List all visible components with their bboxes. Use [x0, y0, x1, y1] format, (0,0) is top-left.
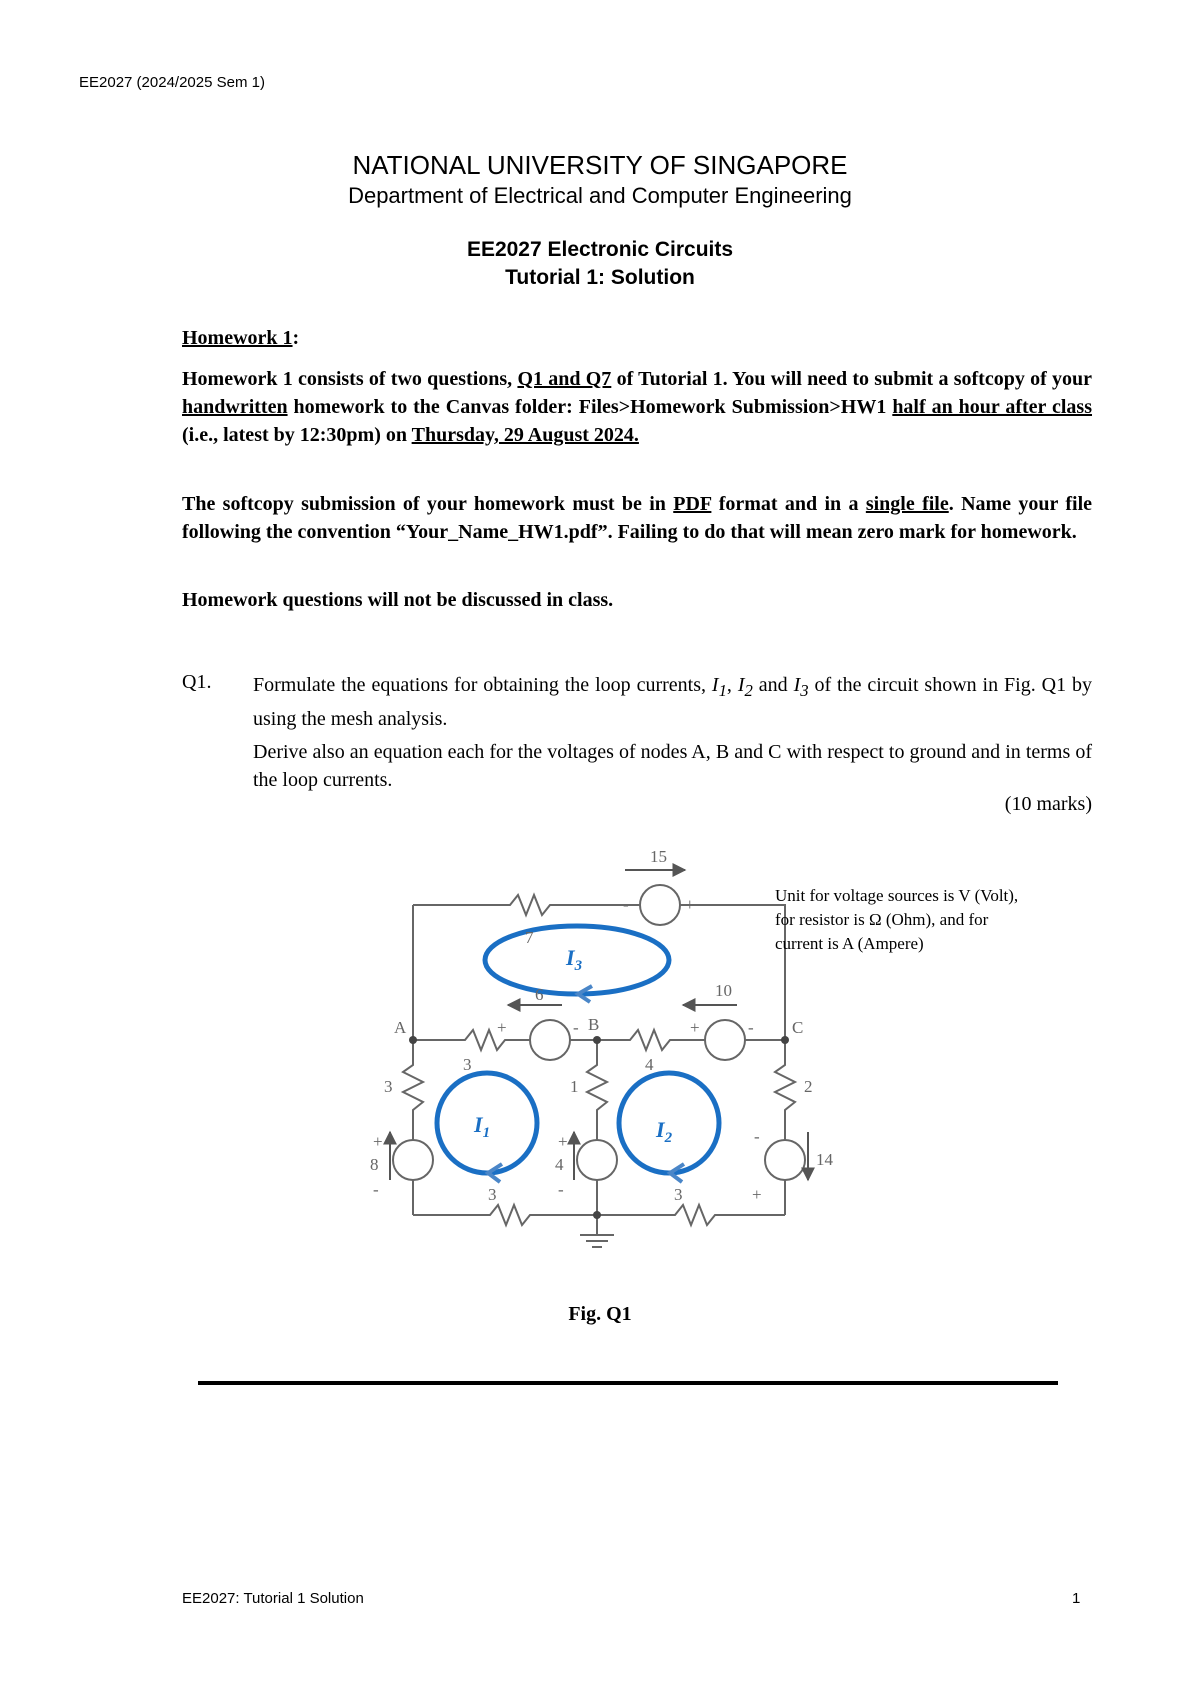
- label-resistor-bottom-left: 3: [488, 1185, 497, 1204]
- loop-current-i3: $I_3$: [793, 674, 809, 700]
- homework-instructions-paragraph: [182, 365, 1092, 449]
- node-c-dot: [781, 1036, 789, 1044]
- label-resistor-bottom-right: 3: [674, 1185, 683, 1204]
- p1-text-1: Homework 1 consists of two questions,: [182, 368, 518, 390]
- p1-text-3: homework to the Canvas folder: Files>Homework Submission>HW1: [287, 396, 893, 418]
- p2-pdf-underlined: PDF: [673, 493, 712, 515]
- circuit-diagram: [340, 840, 833, 1280]
- label-bc-source-minus: -: [748, 1018, 754, 1037]
- label-left-source-minus: -: [373, 1180, 379, 1199]
- label-top-source-value: 15: [650, 847, 667, 866]
- homework-heading-text: Homework 1: [182, 327, 293, 349]
- tutorial-title: Tutorial 1: Solution: [505, 266, 695, 289]
- resistor-bottom-left: [413, 1205, 597, 1225]
- node-a-dot: [409, 1036, 417, 1044]
- node-b-dot: [593, 1036, 601, 1044]
- label-left-source-plus: +: [373, 1132, 383, 1151]
- homework-heading-colon: :: [292, 327, 300, 349]
- label-mid-source-plus: +: [558, 1132, 568, 1151]
- label-right-source-value: 14: [816, 1150, 833, 1169]
- voltage-source-right: [765, 1140, 805, 1180]
- label-left-source-value: 8: [370, 1155, 379, 1174]
- label-resistor-top: 7: [525, 928, 534, 947]
- label-ab-source-minus: -: [573, 1018, 579, 1037]
- ground-icon: [580, 1235, 614, 1247]
- question-marks: (10 marks): [1004, 793, 1092, 815]
- p1-deadline-underlined: half an hour after class: [892, 396, 1092, 418]
- resistor-mid-vertical: [587, 1040, 607, 1140]
- resistor-bottom-right: [597, 1205, 785, 1225]
- label-resistor-left-vertical: 3: [384, 1077, 393, 1096]
- voltage-source-left: [393, 1140, 433, 1180]
- circuit-wires: [393, 885, 805, 1247]
- label-bc-source-plus: +: [690, 1018, 700, 1037]
- p1-questions-underlined: Q1 and Q7: [517, 368, 612, 390]
- label-node-b: B: [588, 1015, 600, 1034]
- header-course-semester: EE2027 (2024/2025 Sem 1): [79, 74, 265, 91]
- label-top-source-minus: -: [623, 895, 629, 914]
- voltage-source-mid: [577, 1140, 617, 1180]
- label-resistor-mid-vertical: 1: [570, 1077, 579, 1096]
- q1-text-b: of the circuit shown in Fig. Q1 by using the mesh analysis.: [253, 674, 1092, 730]
- label-loop-i2: $I_2$: [656, 1117, 673, 1146]
- question-number: Q1.: [182, 671, 212, 693]
- voltage-source-top: [640, 885, 680, 925]
- q1-text-a: Formulate the equations for obtaining the loop currents,: [253, 674, 712, 696]
- label-mid-source-value: 4: [555, 1155, 564, 1174]
- unit-note: Unit for voltage sources is V (Volt), for resistor is Ω (Ohm), and for current is A (Ampere): [775, 886, 1019, 953]
- loop-current-i1: $I_1$: [711, 674, 727, 700]
- p2-text-2: format and in a: [711, 493, 866, 515]
- label-ab-source-plus: +: [497, 1018, 507, 1037]
- loop-i1-circle: [437, 1073, 537, 1173]
- figure-caption: Fig. Q1: [568, 1303, 632, 1325]
- label-loop-i1: $I_1$: [474, 1112, 491, 1141]
- p1-date-underlined: Thursday, 29 August 2024.: [411, 424, 639, 446]
- label-resistor-b-c: 4: [645, 1055, 654, 1074]
- voltage-source-b-c: [705, 1020, 745, 1060]
- footer-title: EE2027: Tutorial 1 Solution: [182, 1590, 364, 1607]
- p2-single-file-underlined: single file: [865, 493, 949, 515]
- label-bc-source-value: 10: [715, 981, 732, 1000]
- submission-format-paragraph: [182, 490, 1092, 546]
- label-node-c: C: [792, 1018, 804, 1037]
- ground-node-dot: [593, 1211, 601, 1219]
- voltage-source-a-b: [530, 1020, 570, 1060]
- resistor-right-vertical: [775, 1040, 795, 1140]
- university-name: NATIONAL UNIVERSITY OF SINGAPORE: [352, 150, 848, 180]
- department-name: Department of Electrical and Computer Engineering: [348, 183, 852, 208]
- label-resistor-right-vertical: 2: [804, 1077, 813, 1096]
- p1-handwritten-underlined: handwritten: [182, 396, 288, 418]
- homework-heading: [182, 327, 299, 350]
- p1-text-2: of Tutorial 1. You will need to submit a softcopy of your: [611, 368, 1092, 390]
- page-number: 1: [1072, 1590, 1081, 1607]
- resistor-a-b: [413, 1030, 530, 1050]
- p2-text-1: The softcopy submission of your homework must be in: [182, 493, 674, 515]
- course-title: EE2027 Electronic Circuits: [466, 238, 734, 261]
- loop-current-i2: $I_2$: [737, 674, 753, 700]
- p2-text-3: . Name your file following the convention “Your_Name_HW1.pdf”. Failing to do that will mean zero mark for homework.: [182, 493, 1093, 543]
- horizontal-rule: [198, 1381, 1058, 1385]
- p1-text-4: (i.e., latest by 12:30pm) on: [182, 424, 412, 446]
- not-discussed-note: Homework questions will not be discussed in class.: [182, 589, 614, 611]
- label-ab-source-value: 6: [535, 985, 544, 1004]
- resistor-left-vertical: [403, 1040, 423, 1140]
- label-node-a: A: [394, 1018, 407, 1037]
- question-text-2: Derive also an equation each for the voltages of nodes A, B and C with respect to ground and in terms of the loop currents.: [253, 741, 1092, 791]
- resistor-top: [413, 895, 640, 915]
- label-loop-i3: $I_3$: [566, 945, 583, 974]
- label-mid-source-minus: -: [558, 1180, 564, 1199]
- label-top-source-plus: +: [685, 895, 695, 914]
- label-right-source-minus: -: [754, 1127, 760, 1146]
- label-resistor-a-b: 3: [463, 1055, 472, 1074]
- question-text-1: Formulate the equations for obtaining the loop currents, $I_1$, $I_2$ and $I_3$ of the circuit shown in Fig. Q1 by using the mesh analysis.: [253, 674, 1092, 730]
- loop-i2-circle: [619, 1073, 719, 1173]
- label-right-source-plus: +: [752, 1185, 762, 1204]
